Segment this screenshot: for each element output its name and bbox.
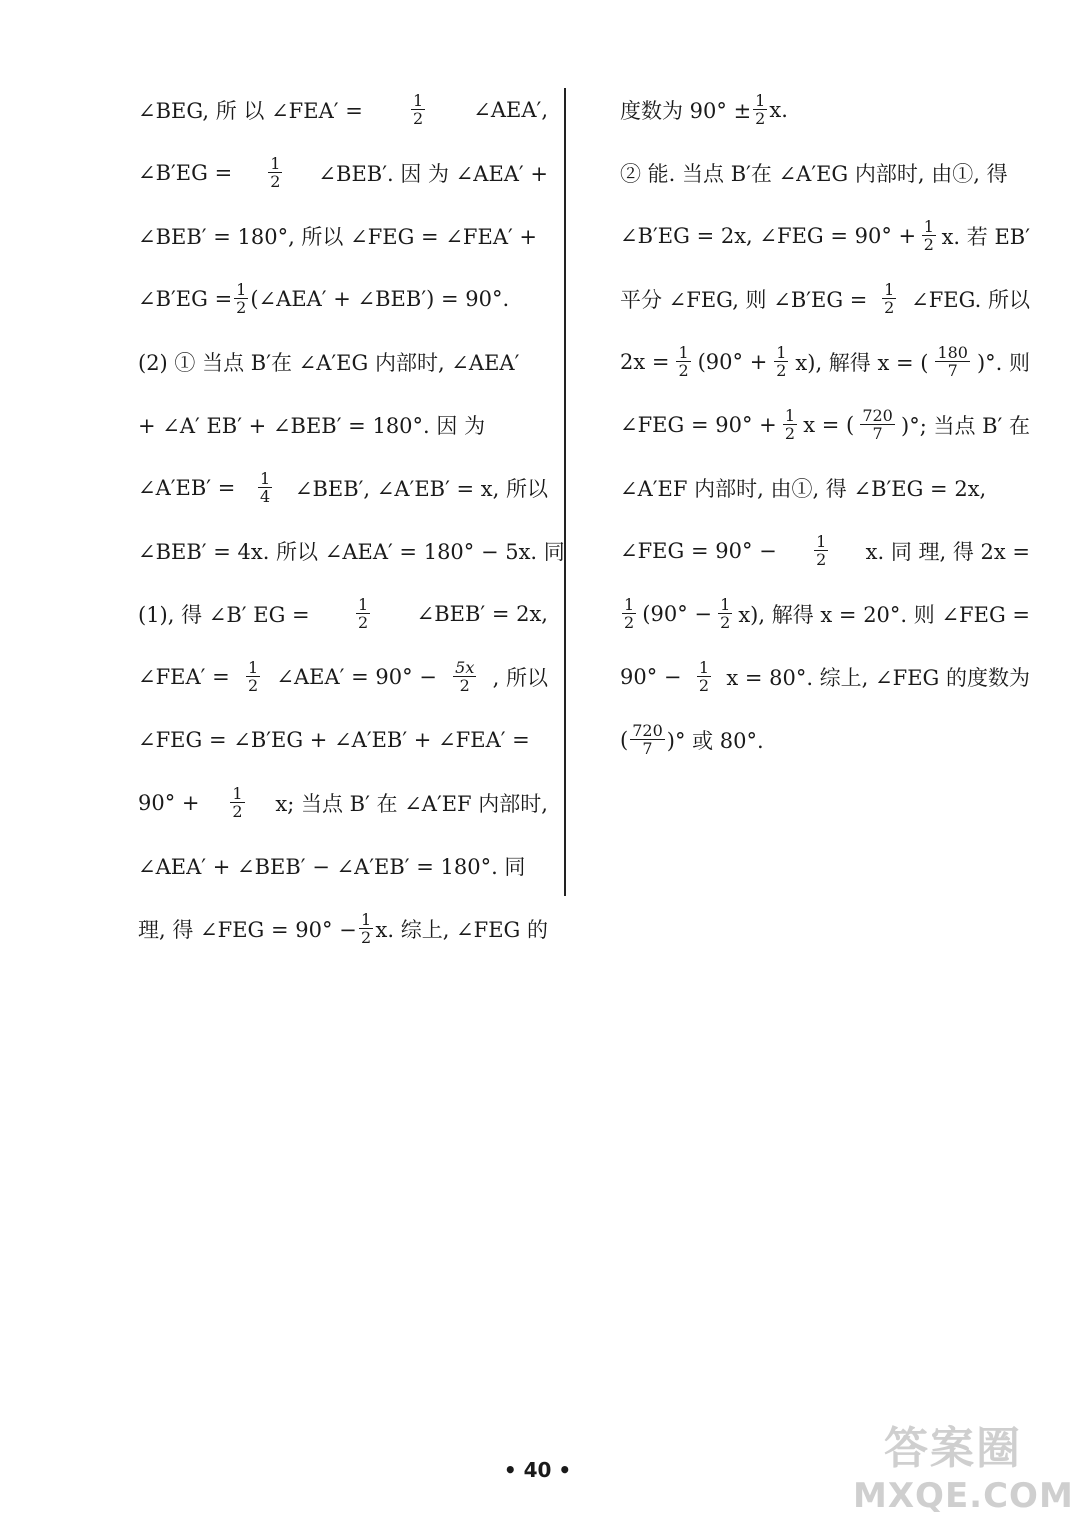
solution-line-13: ∠AEA′ + ∠BEB′ − ∠A′EB′ = 180°. 同 bbox=[138, 854, 526, 879]
fraction: $\frac{1}{2}$ bbox=[361, 910, 372, 947]
watermark-en: MXQE.COM bbox=[853, 1476, 1074, 1516]
fraction: $\frac{1}{2}$ bbox=[358, 595, 369, 632]
fraction: $\frac{720}{7}$ bbox=[632, 721, 663, 758]
solution-line-7: ∠A′EB′ = $\frac{1}{4}$ ∠BEB′, ∠A′EB′ = x, 所以 bbox=[138, 469, 548, 506]
solution-line-r3: ∠B′EG = 2x, ∠FEG = 90° + $\frac{1}{2}$ x. 若 EB′ bbox=[620, 217, 1030, 254]
fraction: $\frac{1}{2}$ bbox=[755, 91, 766, 128]
fraction: $\frac{1}{2}$ bbox=[236, 280, 247, 317]
solution-line-2: ∠B′EG = $\frac{1}{2}$ ∠BEB′. 因 为 ∠AEA′ + bbox=[138, 154, 548, 191]
fraction: $\frac{1}{2}$ bbox=[232, 784, 243, 821]
fraction: $\frac{1}{2}$ bbox=[698, 658, 709, 695]
fraction: $\frac{1}{2}$ bbox=[247, 658, 259, 695]
solution-line-4: ∠B′EG = $\frac{1}{2}$ (∠AEA′ + ∠BEB′) = 90°. bbox=[138, 280, 510, 317]
watermark-cn: 答案圈 bbox=[884, 1423, 1022, 1474]
solution-line-5: (2) ① 当点 B′在 ∠A′EG 内部时, ∠AEA′ bbox=[138, 350, 520, 375]
fraction: $\frac{1}{4}$ bbox=[260, 469, 271, 506]
solution-line-3: ∠BEB′ = 180°, 所以 ∠FEG = ∠FEA′ + bbox=[138, 224, 538, 249]
fraction: $\frac{1}{2}$ bbox=[270, 154, 281, 191]
solution-line-1: ∠BEG, 所 以 ∠FEA′ = $\frac{1}{2}$ ∠AEA′, bbox=[138, 91, 548, 128]
fraction: $\frac{1}{2}$ bbox=[923, 217, 934, 254]
fraction: $\frac{1}{2}$ bbox=[720, 595, 731, 632]
page-number: • 40 • bbox=[503, 1458, 572, 1482]
fraction: $\frac{180}{7}$ bbox=[937, 343, 968, 380]
left-column bbox=[138, 78, 565, 960]
solution-line-r4: 平分 ∠FEG, 则 ∠B′EG = $\frac{1}{2}$ ∠FEG. 所以 bbox=[620, 280, 1030, 317]
right-column bbox=[620, 78, 1030, 771]
solution-line-11: ∠FEG = ∠B′EG + ∠A′EB′ + ∠FEA′ = bbox=[138, 727, 530, 752]
solution-line-r9: $\frac{1}{2}$ (90° − $\frac{1}{2}$ x), 解得 x = 20°. 则 ∠FEG = bbox=[624, 595, 1030, 632]
fraction: $\frac{1}{2}$ bbox=[678, 343, 689, 380]
watermark-logo bbox=[853, 1412, 1074, 1522]
fraction: $\frac{5x}{2}$ bbox=[455, 658, 475, 695]
solution-line-r6: ∠FEG = 90° + $\frac{1}{2}$ x = ( $\frac{720}{7}$ )°; 当点 B′ 在 bbox=[620, 406, 1030, 443]
solution-line-r5: 2x = $\frac{1}{2}$ (90° + $\frac{1}{2}$ x), 解得 x = ( $\frac{180}{7}$ )°. 则 bbox=[620, 343, 1030, 380]
solution-line-10: ∠FEA′ = $\frac{1}{2}$ ∠AEA′ = 90° − $\frac{5x}{2}$ , 所以 bbox=[138, 658, 548, 695]
column-divider bbox=[564, 88, 566, 896]
solution-line-r8: ∠FEG = 90° − $\frac{1}{2}$ x. 同 理, 得 2x = bbox=[620, 532, 1030, 569]
fraction: $\frac{1}{2}$ bbox=[776, 343, 787, 380]
solution-line-r11: ( $\frac{720}{7}$ )° 或 80°. bbox=[620, 721, 764, 758]
fraction: $\frac{1}{2}$ bbox=[784, 406, 796, 443]
solution-line-r1: 度数为 90° ± $\frac{1}{2}$ x. bbox=[620, 91, 788, 128]
fraction: $\frac{1}{2}$ bbox=[816, 532, 827, 569]
solution-line-6: + ∠A′ EB′ + ∠BEB′ = 180°. 因 为 bbox=[138, 413, 486, 438]
fraction: $\frac{1}{2}$ bbox=[884, 280, 895, 317]
solution-line-r10: 90° − $\frac{1}{2}$ x = 80°. 综上, ∠FEG 的度数为 bbox=[620, 658, 1030, 695]
solution-line-12: 90° + $\frac{1}{2}$ x; 当点 B′ 在 ∠A′EF 内部时, bbox=[138, 784, 548, 821]
solution-line-r7: ∠A′EF 内部时, 由①, 得 ∠B′EG = 2x, bbox=[620, 476, 987, 501]
solution-line-14: 理, 得 ∠FEG = 90° − $\frac{1}{2}$ x. 综上, ∠FEG 的 bbox=[138, 910, 548, 947]
fraction: $\frac{1}{2}$ bbox=[412, 91, 424, 128]
solution-line-8: ∠BEB′ = 4x. 所以 ∠AEA′ = 180° − 5x. 同 bbox=[138, 539, 565, 564]
solution-line-9: (1), 得 ∠B′ EG = $\frac{1}{2}$ ∠BEB′ = 2x, bbox=[138, 595, 548, 632]
fraction: $\frac{1}{2}$ bbox=[624, 595, 635, 632]
fraction: $\frac{720}{7}$ bbox=[862, 406, 893, 443]
solution-line-r2: ② 能. 当点 B′在 ∠A′EG 内部时, 由①, 得 bbox=[620, 161, 1008, 186]
